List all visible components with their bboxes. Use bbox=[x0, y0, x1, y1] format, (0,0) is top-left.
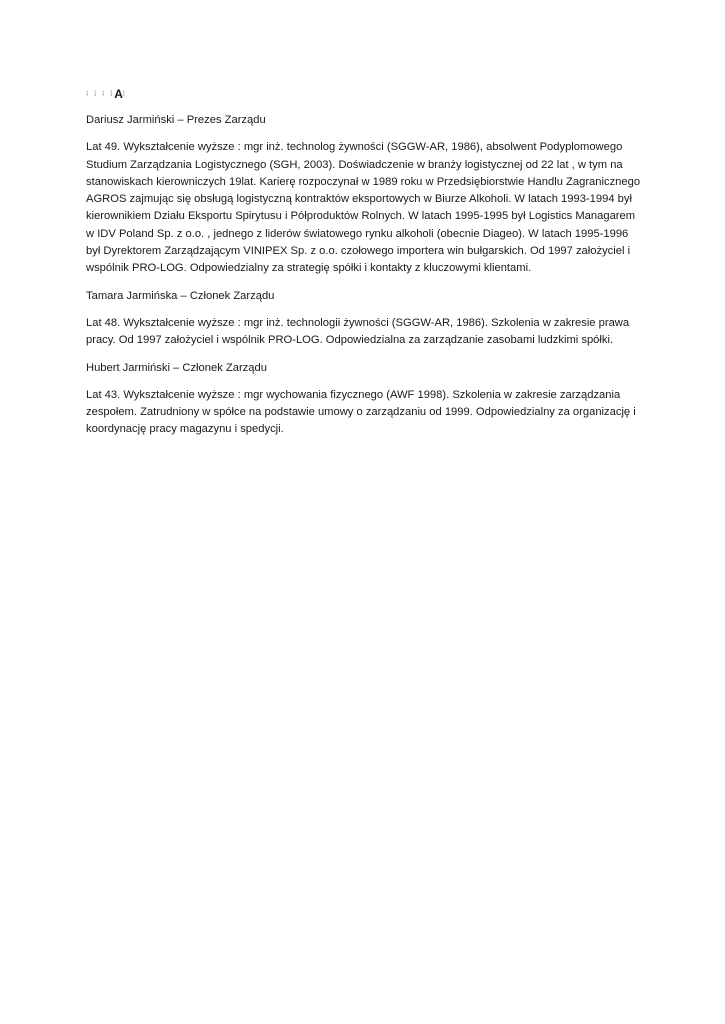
person-heading: Dariusz Jarmiński – Prezes Zarządu bbox=[86, 114, 266, 126]
person-bio bbox=[86, 387, 646, 439]
bio-line: kierownikiem Działu Eksportu Spirytusu i Półproduktów Rolnych. W latach 1995-1995 był Logistics Managarem bbox=[86, 210, 636, 223]
bio-line: w IDV Poland Sp. z o.o. , jednego z liderów światowego rynku alkoholi (obecnie Diageo). W latach 1995-1996 bbox=[86, 227, 629, 240]
bio-line: wspólnik PRO-LOG. Odpowiedzialny za strategię spółki i kontakty z kluczowymi klientami. bbox=[86, 262, 532, 275]
bio-line: koordynację pracy magazynu i spedycji. bbox=[86, 423, 284, 436]
person-heading: Hubert Jarmiński – Członek Zarządu bbox=[86, 361, 267, 374]
bio-line: zespołem. Zatrudniony w spółce na podstawie umowy o zarządzaniu od 1999. Odpowiedzialny za organizację i bbox=[86, 406, 636, 419]
header-glyphs bbox=[86, 86, 646, 103]
bio-line: stanowiskach kierowniczych 19lat. Karierę rozpoczynał w 1989 roku w Przedsiębiorstwie Handlu Zagranicznego bbox=[86, 175, 641, 188]
header-glyphs-trail: ⁞ bbox=[122, 91, 127, 98]
person-heading: Tamara Jarmińska – Członek Zarządu bbox=[86, 289, 275, 302]
bio-line: pracy. Od 1997 założyciel i wspólnik PRO-LOG. Odpowiedzialna za zarządzanie zasobami ludzkimi spółki. bbox=[86, 334, 614, 347]
bio-line: Lat 49. Wykształcenie wyższe : mgr inż. technolog żywności (SGGW-AR, 1986), absolwent Podyplomowego bbox=[86, 141, 623, 154]
person-bio bbox=[86, 139, 646, 277]
bio-line: Lat 48. Wykształcenie wyższe : mgr inż. technologii żywności (SGGW-AR, 1986). Szkolenia w zakresie prawa bbox=[86, 316, 630, 329]
document-content bbox=[86, 86, 646, 449]
bio-line: Lat 43. Wykształcenie wyższe : mgr wychowania fizycznego (AWF 1998). Szkolenia w zakresie zarządzania bbox=[86, 388, 621, 401]
person-bio bbox=[86, 315, 646, 350]
header-glyphs-small: ⁝ ⁞ ⁝ ⁞ bbox=[86, 91, 115, 98]
header-glyphs-letter: A bbox=[114, 87, 123, 101]
bio-line: AGROS zajmując się obsługą logistyczną kontraktów eksportowych w Biurze Alkoholi. W latach 1993-1994 był bbox=[86, 193, 632, 206]
bio-line: był Dyrektorem Zarządzającym VINIPEX Sp. z o.o. czołowego importera win bułgarskich. Od 1997 założyciel i bbox=[86, 245, 631, 258]
bio-line: Studium Zarządzania Logistycznego (SGH, 2003). Doświadczenie w branży logistycznej od 22 lat , w tym na bbox=[86, 158, 623, 171]
